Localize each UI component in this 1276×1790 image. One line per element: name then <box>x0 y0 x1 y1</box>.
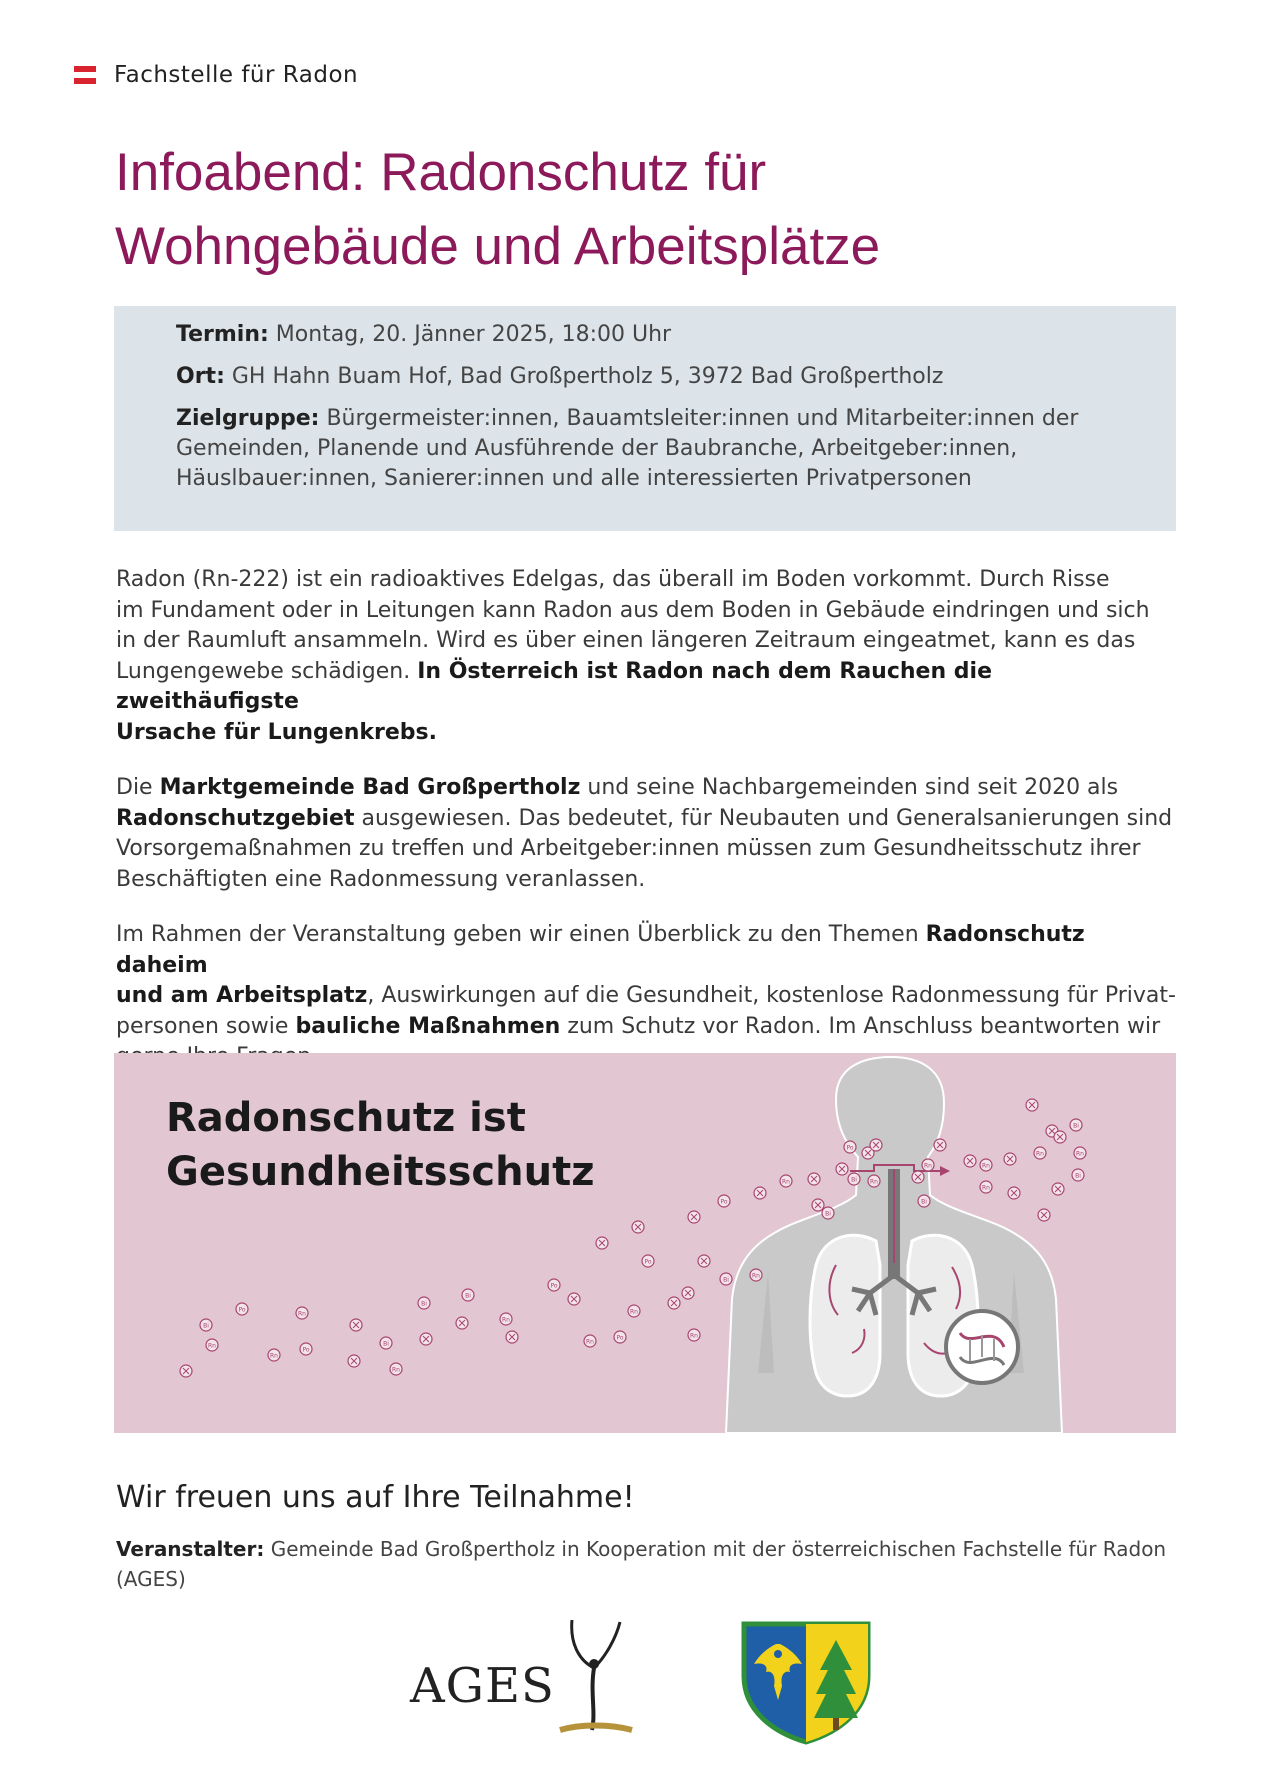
svg-text:Rn: Rn <box>208 1342 216 1350</box>
p3-bold-1: Radonschutz daheim <box>116 922 1085 978</box>
radon-particle <box>614 1331 626 1343</box>
radon-particle <box>1070 1119 1082 1131</box>
p2-a: Die <box>116 775 153 800</box>
p3-c: personen sowie <box>116 1013 289 1039</box>
svg-text:Bi: Bi <box>921 1198 927 1206</box>
radon-particle <box>236 1303 248 1315</box>
banner-title <box>166 1091 594 1199</box>
p3-bold-2: und am Arbeitsplatz <box>116 983 368 1008</box>
svg-text:Po: Po <box>238 1306 246 1314</box>
svg-text:Bi: Bi <box>825 1210 831 1218</box>
p2-b: und seine Nachbargemeinden sind seit 2020 als <box>587 775 1119 800</box>
svg-text:Bi: Bi <box>1073 1122 1079 1130</box>
p2-bold-1: Marktgemeinde Bad Großpertholz <box>159 775 581 800</box>
svg-text:Rn: Rn <box>690 1332 698 1340</box>
radon-particle <box>596 1237 608 1249</box>
radon-particle <box>1004 1153 1016 1165</box>
radon-particle <box>300 1343 312 1355</box>
ort-value: GH Hahn Buam Hof, Bad Großpertholz 5, 3972 Bad Großpertholz <box>231 364 944 389</box>
p2-c: ausgewiesen. Das bedeutet, für Neubauten und Generalsanierungen sind <box>361 805 1173 831</box>
radon-particle <box>200 1319 212 1331</box>
p1-line-1: Radon (Rn-222) ist ein radioaktives Edelgas, das überall im Boden vorkommt. Durch Risse <box>116 567 1110 592</box>
body-text <box>116 565 1181 1098</box>
svg-text:Po: Po <box>616 1334 624 1342</box>
info-location <box>176 362 1116 392</box>
page-header <box>74 62 358 88</box>
termin-label: Termin: <box>176 322 269 347</box>
radon-particle <box>642 1255 654 1267</box>
paragraph-1 <box>116 565 1181 748</box>
radon-particle <box>698 1255 710 1267</box>
radon-particle <box>682 1287 694 1299</box>
radon-particle <box>754 1187 766 1199</box>
p3-a: Im Rahmen der Veranstaltung geben wir einen Überblick zu den Themen <box>116 922 919 947</box>
radon-particle <box>206 1339 218 1351</box>
svg-text:Rn: Rn <box>1036 1150 1044 1158</box>
radon-particle <box>780 1175 792 1187</box>
svg-text:Po: Po <box>846 1144 854 1152</box>
svg-text:Rn: Rn <box>924 1162 932 1170</box>
organizer-label: Veranstalter: <box>116 1537 265 1561</box>
zielgruppe-label: Zielgruppe: <box>176 406 320 431</box>
radon-particle <box>1072 1169 1084 1181</box>
banner-title-line-1: Radonschutz ist <box>166 1095 526 1141</box>
radon-particle <box>688 1329 700 1341</box>
radon-particle <box>506 1331 518 1343</box>
event-info-box <box>114 306 1176 531</box>
radon-particle <box>812 1199 824 1211</box>
radon-particle <box>420 1333 432 1345</box>
radon-particle <box>688 1211 700 1223</box>
thanks-heading: Wir freuen uns auf Ihre Teilnahme! <box>116 1480 635 1515</box>
svg-text:Po: Po <box>720 1198 728 1206</box>
radon-particle <box>628 1305 640 1317</box>
info-audience <box>176 404 1116 494</box>
p1-bold-1: In Österreich ist Radon nach dem Rauchen die zweithäufigste <box>116 658 992 714</box>
page-title <box>115 136 880 284</box>
municipality-crest <box>738 1614 874 1750</box>
p1-line-4: Lungengewebe schädigen. <box>116 658 411 684</box>
svg-text:Bi: Bi <box>851 1176 857 1184</box>
radon-particle <box>844 1141 856 1153</box>
svg-text:Rn: Rn <box>586 1338 594 1346</box>
radon-particle <box>668 1297 680 1309</box>
svg-text:Bi: Bi <box>723 1276 729 1284</box>
radon-particle <box>720 1273 732 1285</box>
radon-particle <box>912 1171 924 1183</box>
svg-text:Bi: Bi <box>1075 1172 1081 1180</box>
svg-text:Rn: Rn <box>502 1316 510 1324</box>
radon-particle <box>934 1139 946 1151</box>
organizer-line-1: Gemeinde Bad Großpertholz in Kooperation mit der österreichischen Fachstelle für Radon <box>270 1537 1167 1561</box>
svg-text:Rn: Rn <box>392 1366 400 1374</box>
svg-text:Rn: Rn <box>1076 1150 1084 1158</box>
svg-text:Po: Po <box>644 1258 652 1266</box>
svg-text:Rn: Rn <box>782 1178 790 1186</box>
radon-particle <box>390 1363 402 1375</box>
ort-label: Ort: <box>176 364 225 389</box>
org-name: Fachstelle für Radon <box>114 62 359 88</box>
radon-particle <box>380 1337 392 1349</box>
radon-particle <box>1034 1147 1046 1159</box>
svg-text:Rn: Rn <box>270 1352 278 1360</box>
radon-particle <box>836 1163 848 1175</box>
radon-particle <box>922 1159 934 1171</box>
p3-d: zum Schutz vor Radon. Im Anschluss beantworten wir <box>567 1013 1161 1039</box>
svg-text:Rn: Rn <box>982 1162 990 1170</box>
svg-text:Rn: Rn <box>982 1184 990 1192</box>
radon-particle <box>548 1279 560 1291</box>
radon-particle <box>868 1175 880 1187</box>
svg-text:Po: Po <box>302 1346 310 1354</box>
radon-particle <box>632 1221 644 1233</box>
termin-value: Montag, 20. Jänner 2025, 18:00 Uhr <box>275 322 672 347</box>
radon-particle <box>180 1365 192 1377</box>
svg-text:Rn: Rn <box>752 1272 760 1280</box>
paragraph-3 <box>116 920 1181 1073</box>
radon-particle <box>750 1269 762 1281</box>
austria-flag-icon <box>74 66 96 84</box>
radon-particle <box>848 1173 860 1185</box>
health-banner <box>114 1053 1176 1433</box>
p2-line-4: Beschäftigten eine Radonmessung veranlassen. <box>116 866 646 892</box>
p3-bold-3: bauliche Maßnahmen <box>295 1013 561 1039</box>
svg-text:Rn: Rn <box>870 1178 878 1186</box>
svg-text:Bi: Bi <box>465 1292 471 1300</box>
p1-line-2: im Fundament oder in Leitungen kann Radon aus dem Boden in Gebäude eindringen und sich <box>116 597 1150 623</box>
radon-particle <box>1038 1209 1050 1221</box>
svg-text:Bi: Bi <box>383 1340 389 1348</box>
radon-particle <box>348 1355 360 1367</box>
title-line-1: Infoabend: Radonschutz für <box>115 143 767 202</box>
svg-text:Po: Po <box>550 1282 558 1290</box>
radon-particle <box>296 1307 308 1319</box>
organizer-text <box>116 1534 1186 1594</box>
radon-particle <box>418 1297 430 1309</box>
title-line-2: Wohngebäude und Arbeitsplätze <box>115 217 881 276</box>
radon-particle <box>584 1335 596 1347</box>
svg-text:Bi: Bi <box>203 1322 209 1330</box>
radon-particle <box>350 1319 362 1331</box>
p2-bold-2: Radonschutzgebiet <box>116 805 355 831</box>
radon-particle <box>870 1139 882 1151</box>
radon-particle <box>1008 1187 1020 1199</box>
zielgruppe-line-1: Bürgermeister:innen, Bauamtsleiter:innen und Mitarbeiter:innen der <box>326 406 1079 431</box>
svg-text:Rn: Rn <box>298 1310 306 1318</box>
banner-title-line-2: Gesundheitsschutz <box>166 1149 595 1195</box>
radon-particle <box>808 1173 820 1185</box>
dna-magnifier-icon <box>946 1311 1018 1383</box>
radon-particle <box>456 1317 468 1329</box>
paragraph-2 <box>116 773 1181 895</box>
radon-particle <box>1026 1099 1038 1111</box>
zielgruppe-line-2: Gemeinden, Planende und Ausführende der Baubranche, Arbeitgeber:innen, <box>176 436 1018 461</box>
coat-of-arms-icon <box>738 1614 874 1746</box>
svg-text:Rn: Rn <box>630 1308 638 1316</box>
radon-particle <box>918 1195 930 1207</box>
radon-particle <box>964 1155 976 1167</box>
radon-particle <box>718 1195 730 1207</box>
p1-line-3: in der Raumluft ansammeln. Wird es über einen längeren Zeitraum eingeatmet, kann es das <box>116 628 1136 653</box>
svg-text:Bi: Bi <box>421 1300 427 1308</box>
radon-particle <box>1054 1131 1066 1143</box>
ages-logo-text: AGES <box>410 1658 555 1714</box>
radon-particle <box>462 1289 474 1301</box>
organizer-line-2: (AGES) <box>116 1567 186 1591</box>
p1-bold-2: Ursache für Lungenkrebs. <box>116 719 437 745</box>
radon-particle <box>1074 1147 1086 1159</box>
p3-b: , Auswirkungen auf die Gesundheit, kostenlose Radonmessung für Privat- <box>367 983 1176 1008</box>
radon-particle <box>980 1181 992 1193</box>
radon-particle <box>822 1207 834 1219</box>
radon-particle <box>980 1159 992 1171</box>
radon-particle <box>1052 1183 1064 1195</box>
radon-particle <box>500 1313 512 1325</box>
info-date <box>176 320 1116 350</box>
p2-line-3: Vorsorgemaßnahmen zu treffen und Arbeitgeber:innen müssen zum Gesundheitsschutz ihrer <box>116 836 1141 861</box>
radon-particle <box>568 1293 580 1305</box>
radon-particle <box>268 1349 280 1361</box>
zielgruppe-line-3: Häuslbauer:innen, Sanierer:innen und alle interessierten Privatpersonen <box>176 466 972 491</box>
